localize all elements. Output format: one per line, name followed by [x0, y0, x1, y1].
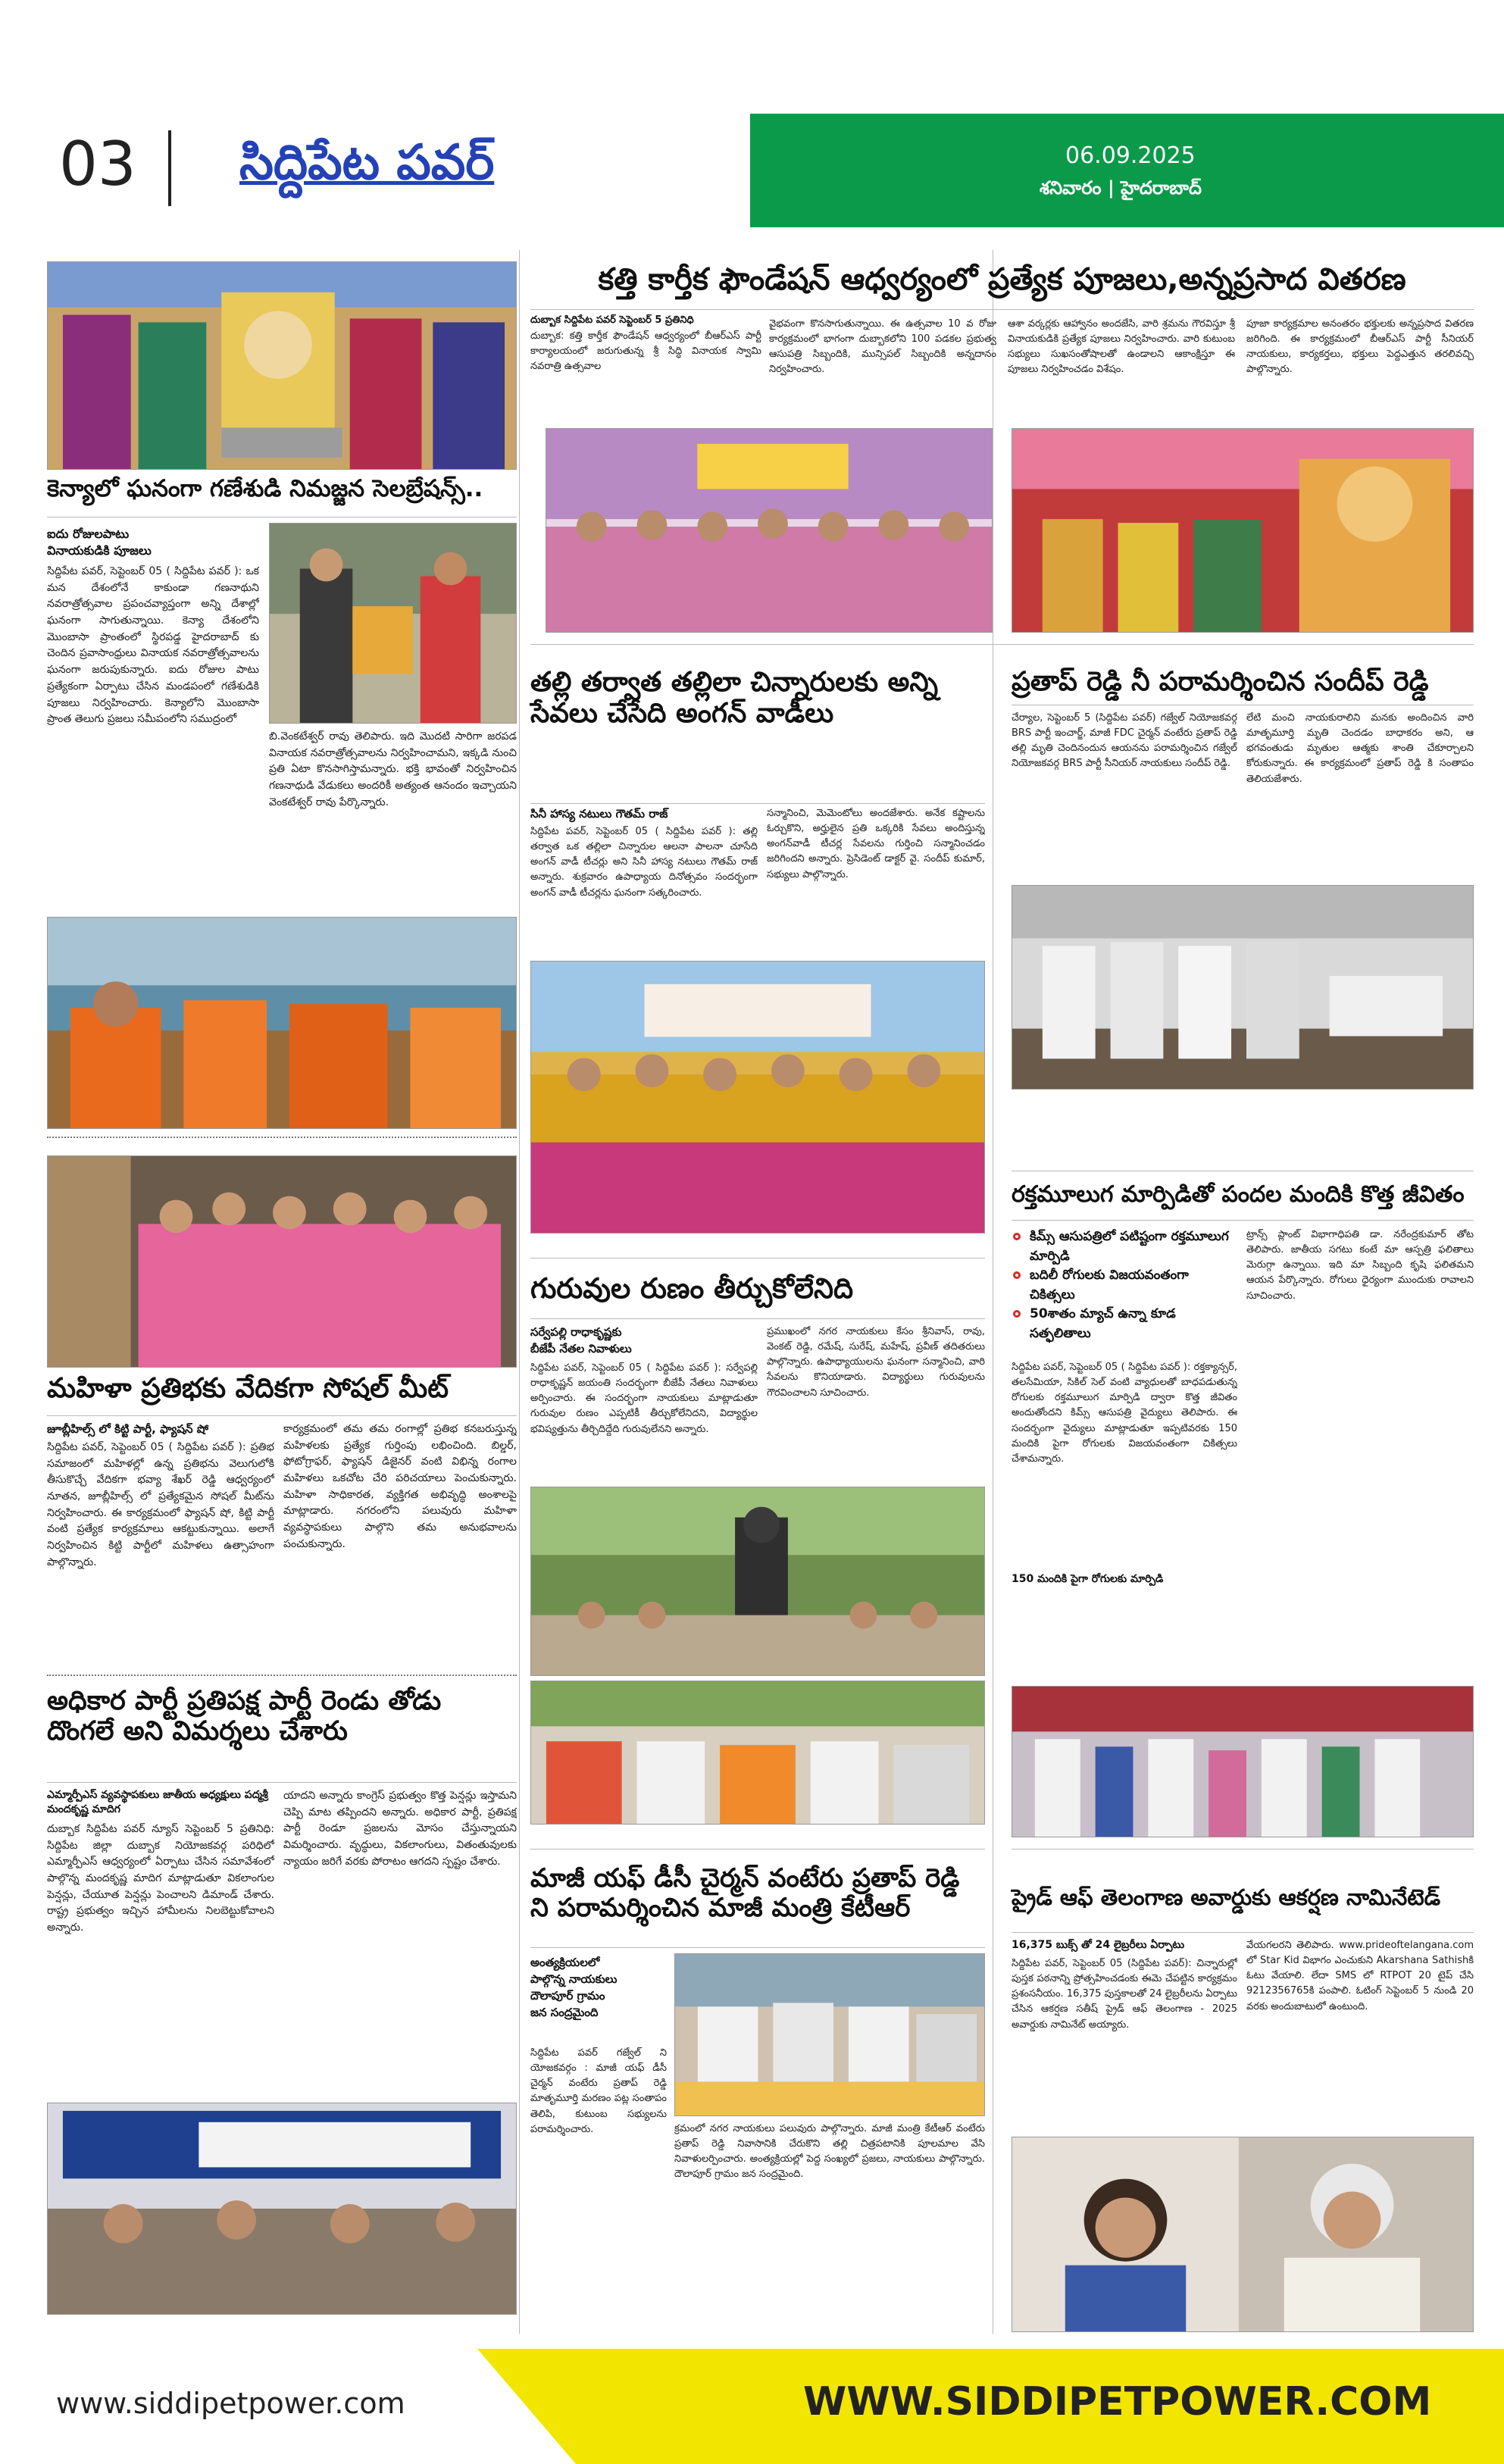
raktamu-body-2: ట్రాన్స్ ప్లాంట్ విభాగాధిపతి డా. నరేంద్రకుమార్ తోట తెలిపారు. జాతీయ సగటు కంటే మా ఆస్పత్రి ఫలితాలు మెరుగ్గా ఉన్నాయి. ఇది మా సిబ్బంది కృషి ఫలితమని ఆయన పేర్కొన్నారు. రోగులు ధైర్యంగా ముందుకు రావాలని సూచించారు.: [1246, 1229, 1474, 1302]
pride-sub: 16,375 బుక్స్ తో 24 లైబ్రరీలు ఏర్పాటు: [1012, 1939, 1185, 1951]
raktamu-bottom-rule: [1012, 1849, 1474, 1850]
raktamu-bullet-2: బదిలీ రోగులకు విజయవంతంగా చికిత్సలు: [1012, 1266, 1237, 1305]
ganesh-sub-2: వినాయకుడికి పూజలు: [47, 543, 152, 558]
raktamu-body-1: సిద్దిపేట పవర్, సెప్టెంబర్ 05 ( సిద్దిపేట పవర్ ): రక్తక్యాన్సర్, తలసేమియా, సికిల్ సెల్ వంటి వ్యాధులతో బాధపడుతున్న రోగులకు రక్తమూలుగ మార్పిడి ద్వారా కొత్త జీవితం అందుతోందని కిమ్స్ ఆసుపత్రి వైద్యులు తెలిపారు. ఈ సందర్భంగా వైద్యులు మాట్లాడుతూ ఇప్పటివరకు 150 మందికి పైగా రోగులకు విజయవంతంగా చికిత్సలు చేశామన్నారు.: [1012, 1362, 1237, 1465]
col1-divider-2: [47, 1674, 517, 1676]
maji-sub-3: దౌలాపూర్ గ్రామం: [530, 1989, 605, 2003]
adhikara-sub: ఎమ్మార్పీఎస్ వ్యవస్థాపకులు జాతీయ అధ్యక్షులు పద్మశ్రీ మందకృష్ణ మాదిగ: [47, 1789, 268, 1815]
maji-ktr-photo: [674, 1953, 985, 2116]
ganesh-body-2: బి.వెంకటేశ్వర్ రావు తెలిపారు. ఇది మొదటి సారిగా జరపడ వినాయక నవరాత్రోత్సవాలను నిర్వహించామని, ఇక్కడి నుంచి ప్రతి ఏటా కొనసాగిస్తామన్నారు. భక్తి భావంతో నిర్వహించిన గణనాధుడి వేడుకలు అందరికీ అత్యంత ఆనందం ఇచ్చాయని వెంకటేశ్వర్ రావు పేర్కొన్నారు.: [269, 730, 517, 808]
footer-bar: [0, 2349, 1504, 2464]
page-number: 03: [59, 129, 136, 199]
maji-sub-2: పాల్గొన్న నాయకులు: [530, 1972, 618, 1986]
maji-sub-4: జన సంద్రమైంది: [530, 2006, 599, 2019]
day-place-text: శనివారం | హైదరాబాద్: [1040, 177, 1202, 199]
pride-headline: ప్రైడ్ ఆఫ్ తెలంగాణ అవార్డుకు ఆకర్షణ నామినేటెడ్: [1012, 1884, 1441, 1910]
adhikara-body-2: యాదని అన్నారు కాంగ్రెస్ ప్రభుత్వం కొత్త పెన్షన్లు ఇస్తామని చెప్పి మాట తప్పిందని అన్నారు. అధికార పార్టీ, ప్రతిపక్ష పార్టీ రెండూ ప్రజలను మోసం చేస్తున్నాయని విమర్శించారు. వృద్ధులు, వికలాంగులు, వితంతువులకు న్యాయం జరిగే వరకు పోరాటం ఆగదని స్పష్టం చేశారు.: [283, 1790, 517, 1868]
katti-body-4: పూజా కార్యక్రమాల అనంతరం భక్తులకు అన్నప్రసాద వితరణ జరిగింది. ఈ కార్యక్రమంలో బీఆర్ఎస్ పార్టీ సీనియర్ నాయకులు, కార్యకర్తలు, భక్తులు పెద్దఎత్తున తరలివచ్చి పాల్గొన్నారు.: [1246, 318, 1474, 376]
katti-ganesh-photo: [1012, 428, 1474, 633]
katti-headline-rule: [530, 309, 1474, 310]
pride-headline-rule: [1012, 1932, 1474, 1933]
ganesh-sub-1: ఐదు రోజులపాటు: [47, 527, 130, 541]
footer-left-url[interactable]: www.siddipetpower.com: [56, 2387, 405, 2420]
guruvula-sub-1: సర్వేపల్లి రాధాకృష్ణకు: [530, 1325, 622, 1339]
anganwadi-sub: సినీ హాస్య నటులు గౌతమ్ రాజ్: [530, 807, 668, 821]
guruvula-body-2: ప్రముఖంలో నగర నాయకులు కేసం శ్రీనివాస్, రావు, వెంకట్ రెడ్డి, రమేష్, సురేష్, మహేష్, ప్రవీణ్ తదితరులు పాల్గొన్నారు. ఉపాధ్యాయులను ఘనంగా సన్మానించి, వారి సేవలను కొనియాడారు. విద్యార్థులు గురువులను గౌరవించాలని సూచించారు.: [767, 1326, 985, 1399]
raktamu-bullet-3: 50శాతం మ్యాచ్ ఉన్నా కూడ సత్ఫలితాలు: [1012, 1305, 1237, 1343]
maji-sub-1: అంత్యక్రియలలో: [530, 1956, 600, 1969]
katti-karthika-headline: కత్తి కార్తీక ఫౌండేషన్ ఆధ్వర్యంలో ప్రత్యేక పూజలు,అన్నప్రసాద వితరణ: [598, 262, 1406, 297]
ganesh-headline-rule: [47, 517, 517, 518]
masthead-title: సిద్దిపేట పవర్: [239, 135, 495, 191]
guruvula-sub-2: బీజేపీ నేతల నివాళులు: [530, 1342, 632, 1356]
maji-headline-rule: [530, 1947, 985, 1948]
raktamu-headline: రక్తమూలుగ మార్పిడితో పందల మందికి కొత్త జీవితం: [1012, 1181, 1465, 1208]
ganesh-idol-carry-photo: [269, 523, 517, 724]
mahila-sub: జూబ్లీహిల్స్ లో కిట్టి పార్టీ, ఫ్యాషన్ షో: [47, 1422, 209, 1436]
pride-body-2: వేయగలరని తెలిపారు. www.prideoftelangana.com లో Star Kid విభాగం ఎంచుకుని Akarshana Sathishకి ఓటు వేయాలి. లేదా SMS లో RTPOT 20 టైప్ చేసి 9212356765కి పంపాలి. ఓటింగ్ సెప్టెంబర్ 5 నుండి 20 వరకు అందుబాటులో ఉంటుంది.: [1246, 1940, 1474, 2012]
adhikara-headline: అధికార పార్టీ ప్రతిపక్ష పార్టీ రెండు తోడు దొంగలే అని విమర్శలు చేశారు: [47, 1686, 442, 1747]
raktamu-headline-rule: [1012, 1220, 1474, 1221]
maji-yfdc-headline: మాజీ యఫ్ డీసీ చైర్మన్ వంటేరు ప్రతాప్ రెడ్డి ని పరామర్శించిన మాజీ మంత్రి కేటీఆర్: [530, 1863, 960, 1924]
katti-body-1: దుబ్బాక: కత్తి కార్తీక ఫౌండేషన్ ఆధ్వర్యంలో బీఆర్ఎస్ పార్టీ కార్యాలయంలో జరుగుతున్న శ్రీ సిద్ధి వినాయక స్వామి నవరాత్రి ఉత్సవాల: [530, 330, 761, 373]
column-separator-1: [519, 250, 520, 2334]
ganesh-pooja-photo: [47, 261, 517, 470]
katti-sub: దుబ్బాక సిద్దిపేట పవర్ సెప్టెంబర్ 5 ప్రతినిధి: [530, 314, 694, 326]
mahila-body-1: సిద్దిపేట పవర్, సెప్టెంబర్ 05 ( సిద్దిపేట పవర్ ): ప్రతిభ సమాజంలో మహిళల్లో ఉన్న ప్రతిభను వెలుగులోకి తీసుకొచ్చే వేదికగా భవ్యా శేఖర్ రెడ్డి ఆధ్వర్యంలో నూతన, జూబ్లీహిల్స్ లో ప్రత్యేకమైన సోషల్ మీట్‌ను నిర్వహించారు. ఈ కార్యక్రమంలో ఫ్యాషన్ షో, కిట్టి పార్టీ వంటి ప్రత్యేక కార్యక్రమాలు ఆకట్టుకున్నాయి. అలాగే నిర్వహించిన కిట్టి పార్టీలో మహిళలు ఉత్సాహంగా పాల్గొన్నారు.: [47, 1441, 274, 1568]
footer-right-url[interactable]: WWW.SIDDIPETPOWER.COM: [803, 2379, 1432, 2425]
anganwadi-body-1: సిద్దిపేట పవర్, సెప్టెంబర్ 05 ( సిద్దిపేట పవర్ ): తల్లి తర్వాత ఒక తల్లిలా చిన్నారుల ఆలనా పాలనా చూసేది అంగన్ వాడీ టీచర్లు అని సినీ హాస్య నటులు గౌతమ్ రాజ్ అన్నారు. శుక్రవారం ఉపాధ్యాయ దినోత్సవం సందర్భంగా అంగన్ వాడీ టీచర్లను ఘనంగా సత్కరించారు.: [530, 826, 758, 899]
header-bar: [0, 114, 1504, 227]
prathap-headline: ప్రతాప్ రెడ్డి నీ పరామర్శించిన సందీప్ రెడ్డి: [1012, 667, 1429, 697]
maji-body-2: క్రమంలో నగర నాయకులు పలువురు పాల్గొన్నారు. మాజీ మంత్రి కేటీఆర్ వంటేరు ప్రతాప్ రెడ్డి నివాసానికి చేరుకొని తల్లి చిత్రపటానికి పూలమాల వేసి నివాళులర్పించారు. అంత్యక్రియల్లో పెద్ద సంఖ్యలో ప్రజలు, నాయకులు పాల్గొన్నారు. దౌలాపూర్ గ్రామం జన సంద్రమైంది.: [674, 2123, 985, 2181]
raktamu-bullet-1: కిమ్స్ ఆసుపత్రిలో పటిష్టంగా రక్తమూలుగ మార్పిడి: [1012, 1227, 1237, 1266]
col1-divider-1: [47, 1137, 517, 1138]
pride-body-1: సిద్దిపేట పవర్, సెప్టెంబర్ 05 (సిద్దిపేట పవర్): చిన్నారుల్లో పుస్తక పఠనాన్ని ప్రోత్సహించడంకు ఈమె చేపట్టిన కార్యక్రమం ప్రశంసనీయం. 16,375 పుస్తకాలతో 24 లైబ్రరీలను ఏర్పాటు చేసిన ఆకర్షణ సతీష్ ప్రైడ్ ఆఫ్ తెలంగాణ - 2025 అవార్డుకు నామినేట్ అయ్యారు.: [1012, 1958, 1237, 2031]
guruvula-statue-photo: [530, 1487, 985, 1676]
maji-body-1: సిద్దిపేట పవర్ గజ్వేల్ ని యోజకవర్గం : మాజీ యఫ్ డీసీ చైర్మన్ వంటేరు ప్రతాప్ రెడ్డి మాతృమూర్తి మరణం పట్ల సంతాపం తెలిపి, కుటుంబ సభ్యులను పరామర్శించారు.: [530, 2047, 667, 2135]
katti-body-2: వైభవంగా కొనసాగుతున్నాయి. ఈ ఉత్సవాల 10 వ రోజు కార్యక్రమంలో భాగంగా దుబ్బాకలోని 100 పడకల ప్రభుత్వ ఆసుపత్రి సిబ్బందికి, మున్సిపల్ సిబ్బందికి అన్నదానం నిర్వహించారు.: [769, 318, 996, 376]
mahila-headline-rule: [47, 1415, 517, 1416]
prathap-condolence-photo: [1012, 885, 1474, 1090]
adhikara-body-1: దుబ్బాక సిద్దిపేట పవర్ న్యూస్ సెప్టెంబర్ 5 ప్రతినిధి: సిద్దిపేట జిల్లా దుబ్బాక నియోజకవర్గ పరిధిలో ఎమ్మార్పీఎస్ ఆధ్వర్యంలో ఏర్పాటు చేసిన సమావేశంలో పాల్గొన్న మందకృష్ణ మాదిగ మాట్లాడుతూ వికలాంగుల పెన్షన్లు, చేయూత పెన్షన్లు పెంచాలని డిమాండ్ చేశారు. రాష్ట్ర ప్రభుత్వం ఇచ్చిన హామీలను నిలబెట్టుకోవాలని అన్నారు.: [47, 1823, 274, 1934]
mahila-headline: మహిళా ప్రతిభకు వేదికగా సోషల్ మీట్: [47, 1373, 449, 1404]
date-text: 06.09.2025: [1065, 142, 1196, 169]
guruvula-bottom-rule: [530, 1849, 985, 1850]
prathap-body-1: చేర్యాల, సెప్టెంబర్ 5 (సిద్దిపేట పవర్) గజ్వేల్ నియోజకవర్గ BRS పార్టీ ఇంచార్జ్, మాజీ FDC చైర్మన్ వంటేరు ప్రతాప్ రెడ్డి తల్లి మృతి చెందినందున ఆయనను పరామర్శించిన గజ్వేల్ నియోజకవర్గ BRS పార్టీ సీనియర్ నాయకులు సందీప్ రెడ్డి.: [1012, 712, 1237, 770]
katti-group-photo: [546, 428, 993, 633]
anganwadi-body-2: సన్మానించి, మెమెంటోలు అందజేశారు. అనేక కష్టాలను ఓర్చుకొని, అర్హులైన ప్రతి ఒక్కరికి సేవలు అందిస్తున్న అంగన్‌వాడీ టీచర్ల సేవలను గుర్తించి సన్మానించడం జరిగిందని అన్నారు. ప్రెసిడెంట్ డాక్టర్ వై. సందీప్ కుమార్, సభ్యులు పాల్గొన్నారు.: [767, 808, 985, 880]
guruvula-body-1: సిద్దిపేట పవర్, సెప్టెంబర్ 05 ( సిద్దిపేట పవర్ ): సర్వేపల్లి రాధాకృష్ణన్ జయంతి సందర్భంగా బీజేపీ నేతలు నివాళులు అర్పించారు. ఈ సందర్భంగా నాయకులు మాట్లాడుతూ గురువుల రుణం ఎప్పటికీ తీర్చుకోలేనిదని, విద్యార్థుల భవిష్యత్తును తీర్చిదిద్దేది గురువులేనని అన్నారు.: [530, 1362, 758, 1435]
adhikara-headline-rule: [47, 1782, 517, 1783]
anganwadi-group-photo: [530, 961, 985, 1234]
raktamu-sub-mid: 150 మందికి పైగా రోగులకు మార్పిడి: [1012, 1573, 1164, 1585]
adhikara-meeting-photo: [47, 2103, 517, 2315]
anganwadi-headline-rule: [530, 803, 985, 804]
ganesh-boat-photo: [47, 917, 517, 1129]
header-divider: [168, 130, 171, 206]
pride-award-photo: [1012, 2137, 1474, 2332]
anganwadi-bottom-rule: [530, 1258, 985, 1259]
katti-body-3: ఆశా వర్కర్లకు ఆహ్వానం అందజేసి, వారి శ్రమను గౌరవిస్తూ శ్రీ వినాయకుడికి ప్రత్యేక పూజలు నిర్వహించారు. వారి కుటుంబ సభ్యులు సుఖసంతోషాలతో ఉండాలని ఆకాంక్షిస్తూ ఈ పూజలు నిర్వహించడం విశేషం.: [1008, 318, 1235, 376]
anganwadi-headline: తల్లి తర్వాత తల్లిలా చిన్నారులకు అన్ని సేవలు చేసేది అంగన్ వాడీలు: [530, 667, 938, 730]
guruvula-headline-rule: [530, 1318, 985, 1319]
mahila-pink-group-photo: [47, 1155, 517, 1368]
mahila-body-2: కార్యక్రమంలో తమ తమ రంగాల్లో ప్రతిభ కనబరుస్తున్న మహిళలకు ప్రత్యేక గుర్తింపు లభించింది. బిల్డర్, ఫోటోగ్రాఫర్, ఫ్యాషన్ డిజైనర్ వంటి విభిన్న రంగాల మహిళలు ఒకచోట చేరి పరిచయాలు పెంచుకున్నారు. మహిళా సాధికారత, వ్యక్తిగత అభివృద్ధి అంశాలపై మాట్లాడారు. నగరంలోని పలువురు మహిళా వ్యవస్థాపకులు పాల్గొని తమ అనుభవాలను పంచుకున్నారు.: [283, 1423, 517, 1550]
ganesh-kenya-headline: కెన్యాలో ఘనంగా గణేశుడి నిమజ్జన సెలబ్రేషన్స్..: [47, 475, 483, 502]
guruvula-gathering-photo: [530, 1681, 985, 1825]
raktamu-bullets: [1012, 1227, 1237, 1343]
prathap-body-2: లేటి మంచి నాయకురాలిని మనకు అందించిన వారి మాతృమూర్తి మృతి చెందడం బాధాకరం అని, ఆ భగవంతుడు మృతుల ఆత్మకు శాంతి చేకూర్చాలని కోరుకున్నారు. ఈ కార్యక్రమంలో ప్రతాప్ రెడ్డి కి సంతాపం తెలియజేశారు.: [1246, 712, 1474, 785]
guruvula-headline: గురువుల రుణం తీర్చుకోలేనిది: [530, 1272, 854, 1305]
raktamu-group-photo: [1012, 1686, 1474, 1837]
ganesh-body-1: సిద్దిపేట పవర్, సెప్టెంబర్ 05 ( సిద్దిపేట పవర్ ): ఒక మన దేశంలోనే కాకుండా గణనాథుని నవరాత్రోత్సవాల ప్రపంచవ్యాప్తంగా అన్ని దేశాల్లో ఘనంగా సాగుతున్నాయి. కెన్యా దేశంలోని మొంబాసా ప్రాంతంలో స్థిరపడ్డ హైదరాబాద్ కు చెందిన ప్రవాసాంధ్రులు వినాయక నవరాత్రోత్సవాలను ఘనంగా జరుపుకున్నారు. ఐదు రోజుల పాటు ప్రత్యేకంగా ఏర్పాటు చేసిన మండపంలో గణేశుడికి పూజలు నిర్వహించారు. కెన్యాలోని మొంబాసా ప్రాంత తెలుగు ప్రజలు సమీపంలోని సముద్రంలో: [47, 565, 259, 726]
katti-bottom-rule: [530, 644, 1474, 645]
date-panel: [750, 114, 1504, 227]
